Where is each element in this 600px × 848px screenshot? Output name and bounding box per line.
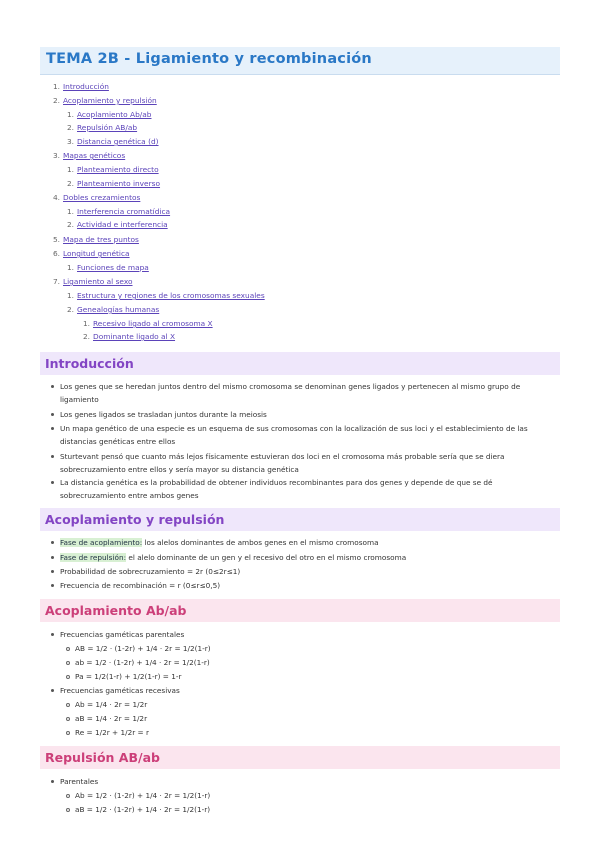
- list-item: La distancia genética es la probabilidad de obtener individuos recombinantes para dos genes y depende de que se dé sobrecruzamiento entre ambos genes: [60, 476, 550, 502]
- toc-item[interactable]: 1. Funciones de mapa: [66, 263, 149, 272]
- toc-link[interactable]: Longitud genética: [63, 249, 130, 258]
- toc-link[interactable]: Planteamiento directo: [77, 165, 159, 174]
- toc-link[interactable]: Actividad e interferencia: [77, 220, 168, 229]
- sub-list-item: aB = 1/2 · (1-2r) + 1/4 · 2r = 1/2(1-r): [75, 803, 545, 816]
- toc-link[interactable]: Planteamiento inverso: [77, 179, 161, 188]
- toc-link[interactable]: Repulsión AB/ab: [77, 123, 138, 132]
- toc-item[interactable]: 6. Longitud genética: [52, 249, 130, 258]
- toc-link[interactable]: Dobles crezamientos: [63, 193, 141, 202]
- toc-link[interactable]: Acoplamiento Ab/ab: [77, 110, 152, 119]
- list-item: Parentales: [60, 775, 550, 788]
- toc-item[interactable]: 1. Estructura y regiones de los cromosomas sexuales: [66, 291, 265, 300]
- toc-item[interactable]: 2. Acoplamiento y repulsión: [52, 96, 157, 105]
- toc-link[interactable]: Estructura y regiones de los cromosomas sexuales: [77, 291, 265, 300]
- toc-item[interactable]: 1. Recesivo ligado al cromosoma X: [82, 319, 213, 328]
- section-heading-introduccion: Introducción: [40, 352, 560, 375]
- list-item: Los genes que se heredan juntos dentro del mismo cromosoma se denominan genes ligados y pertenecen al mismo grupo de ligamiento: [60, 380, 550, 406]
- toc-item[interactable]: 2. Repulsión AB/ab: [66, 123, 138, 132]
- list-item: Sturtevant pensó que cuanto más lejos físicamente estuvieran dos loci en el cromosoma más probable sería que se diera sobrecruzamiento entre ellos y sería mayor su distancia genética: [60, 450, 550, 476]
- sub-list-item: Re = 1/2r + 1/2r = r: [75, 726, 545, 739]
- toc-item[interactable]: 4. Dobles crezamientos: [52, 193, 141, 202]
- list-item: Un mapa genético de una especie es un esquema de sus cromosomas con la localización de sus loci y el establecimiento de las distancias genéticas entre ellos: [60, 422, 550, 448]
- list-item: Fase de repulsión: el alelo dominante de un gen y el recesivo del otro en el mismo cromosoma: [60, 551, 550, 564]
- list-item: Fase de acoplamiento: los alelos dominantes de ambos genes en el mismo cromosoma: [60, 536, 550, 549]
- toc-item[interactable]: 1. Interferencia cromatídica: [66, 207, 171, 216]
- sub-list-item: Ab = 1/2 · (1-2r) + 1/4 · 2r = 1/2(1-r): [75, 789, 545, 802]
- toc-item[interactable]: 2. Actividad e interferencia: [66, 220, 168, 229]
- section-heading-acoplamiento-ab: Acoplamiento Ab/ab: [40, 599, 560, 622]
- page-title: TEMA 2B - Ligamiento y recombinación: [46, 51, 372, 67]
- toc-item[interactable]: 3. Mapas genéticos: [52, 151, 126, 160]
- list-item: Frecuencia de recombinación = r (0≤r≤0,5): [60, 579, 550, 592]
- highlight-label: Fase de repulsión:: [60, 553, 127, 562]
- toc-item[interactable]: 3. Distancia genética (d): [66, 137, 159, 146]
- list-item: Frecuencias gaméticas parentales: [60, 628, 550, 641]
- toc-link[interactable]: Mapas genéticos: [63, 151, 126, 160]
- toc-link[interactable]: Interferencia cromatídica: [77, 207, 171, 216]
- title-bar: [40, 47, 560, 75]
- toc-link[interactable]: Distancia genética (d): [77, 137, 159, 146]
- toc-item[interactable]: 7. Ligamiento al sexo: [52, 277, 133, 286]
- toc-link[interactable]: Acoplamiento y repulsión: [63, 96, 157, 105]
- toc-item[interactable]: 2. Genealogías humanas: [66, 305, 160, 314]
- toc-item[interactable]: 2. Planteamiento inverso: [66, 179, 161, 188]
- toc-link[interactable]: Dominante ligado al X: [93, 332, 176, 341]
- section-heading-acoplamiento-repulsion: Acoplamiento y repulsión: [40, 508, 560, 531]
- toc-item[interactable]: 1. Acoplamiento Ab/ab: [66, 110, 152, 119]
- highlight-label: Fase de acoplamiento:: [60, 538, 143, 547]
- sub-list-item: AB = 1/2 · (1-2r) + 1/4 · 2r = 1/2(1-r): [75, 642, 545, 655]
- sub-list-item: aB = 1/4 · 2r = 1/2r: [75, 712, 545, 725]
- section-heading-repulsion: Repulsión AB/ab: [40, 746, 560, 769]
- sub-list-item: Pa = 1/2(1-r) + 1/2(1-r) = 1-r: [75, 670, 545, 683]
- toc-link[interactable]: Recesivo ligado al cromosoma X: [93, 319, 213, 328]
- sub-list-item: Ab = 1/4 · 2r = 1/2r: [75, 698, 545, 711]
- toc-link[interactable]: Mapa de tres puntos: [63, 235, 139, 244]
- list-item: Los genes ligados se trasladan juntos durante la meiosis: [60, 408, 550, 421]
- list-item: Frecuencias gaméticas recesivas: [60, 684, 550, 697]
- toc-link[interactable]: Genealogías humanas: [77, 305, 160, 314]
- toc-link[interactable]: Funciones de mapa: [77, 263, 149, 272]
- sub-list-item: ab = 1/2 · (1-2r) + 1/4 · 2r = 1/2(1-r): [75, 656, 545, 669]
- toc-link[interactable]: Ligamiento al sexo: [63, 277, 133, 286]
- toc-item[interactable]: 2. Dominante ligado al X: [82, 332, 176, 341]
- toc-item[interactable]: 1. Planteamiento directo: [66, 165, 159, 174]
- list-item: Probabilidad de sobrecruzamiento = 2r (0≤2r≤1): [60, 565, 550, 578]
- toc-link[interactable]: Introducción: [63, 82, 109, 91]
- toc-item[interactable]: 5. Mapa de tres puntos: [52, 235, 139, 244]
- toc-item[interactable]: 1. Introducción: [52, 82, 109, 91]
